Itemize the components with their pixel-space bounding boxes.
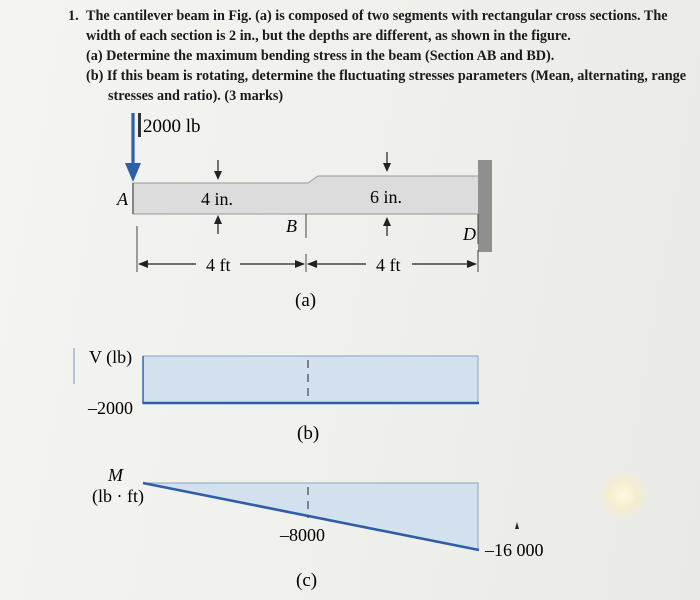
moment-axis-unit: (lb · ft) bbox=[92, 486, 144, 506]
depth-bd-label: 6 in. bbox=[370, 187, 403, 207]
length-dimension-lines bbox=[137, 226, 478, 272]
caption-a: (a) bbox=[295, 290, 317, 311]
load-label: 2000 lb bbox=[143, 116, 201, 137]
caption-b: (b) bbox=[297, 423, 320, 444]
shear-diagram bbox=[143, 356, 478, 403]
point-a-label: A bbox=[117, 189, 128, 209]
length-ab-label: 4 ft bbox=[206, 255, 231, 275]
problem-line-1: 1. The cantilever beam in Fig. (a) is composed of two segments with rectangular cross sections. The bbox=[68, 8, 668, 24]
light-glare bbox=[598, 470, 648, 520]
moment-end-value: –16 000 bbox=[485, 540, 544, 560]
question-a: (a) Determine the maximum bending stress in the beam (Section AB and BD). bbox=[86, 48, 555, 64]
point-b-label: B bbox=[286, 216, 297, 236]
shear-value-label: –2000 bbox=[88, 398, 133, 418]
caption-c: (c) bbox=[296, 570, 318, 591]
point-d-label: D bbox=[463, 224, 476, 244]
problem-line-2: width of each section is 2 in., but the depths are different, as shown in the figure. bbox=[86, 28, 571, 44]
moment-axis-label: M bbox=[108, 465, 123, 485]
question-b: (b) If this beam is rotating, determine the fluctuating stresses parameters (Mean, alternating, range bbox=[86, 68, 686, 84]
shear-axis-label: V (lb) bbox=[89, 347, 133, 367]
fixed-support-wall bbox=[478, 160, 492, 252]
moment-mid-value: –8000 bbox=[280, 525, 325, 545]
moment-end-pointer bbox=[515, 522, 519, 529]
problem-number: 1. bbox=[68, 8, 79, 24]
depth-ab-label: 4 in. bbox=[201, 189, 234, 209]
length-bd-label: 4 ft bbox=[376, 255, 401, 275]
question-b-continued: stresses and ratio). (3 marks) bbox=[108, 88, 284, 104]
load-label-tick bbox=[138, 113, 141, 137]
beam-body bbox=[133, 176, 480, 214]
